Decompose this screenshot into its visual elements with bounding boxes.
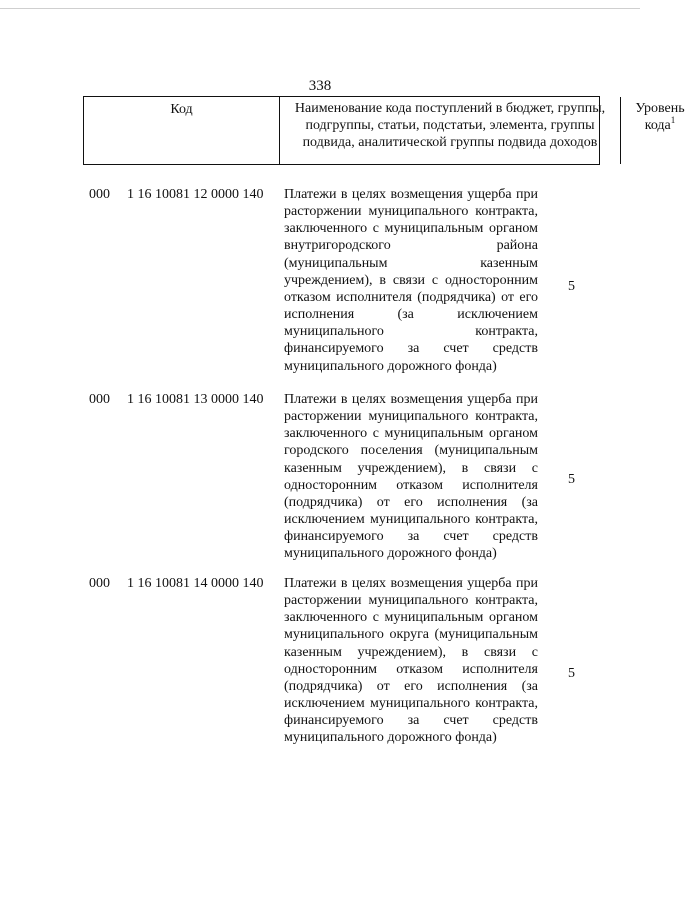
row-code: 1 16 10081 14 0000 140 xyxy=(127,576,264,591)
table-header xyxy=(83,96,685,165)
header-name: Наименование кода поступлений в бюджет, группы, подгруппы, статьи, подстатьи, элемента, группы подвида, аналитической группы подвида доходов xyxy=(279,97,621,164)
header-level-footnote: 1 xyxy=(670,115,676,125)
row-level: 5 xyxy=(568,472,575,487)
row-prefix: 000 xyxy=(89,576,110,591)
row-code: 1 16 10081 13 0000 140 xyxy=(127,392,264,407)
row-level: 5 xyxy=(568,666,575,681)
row-prefix: 000 xyxy=(89,392,110,407)
header-code: Код xyxy=(170,102,193,117)
row-description: Платежи в целях возмещения ущерба при расторжении муниципального контракта, заключенного с муниципальным органом внутригородского района (муниципальным казенным учреждением), в связи с односторонним отказом исполнителя (подрядчика) от его исполнения (за исключением муниципального контракта, финансируемого за счет средств муниципального дорожного фонда) xyxy=(284,187,538,374)
row-description: Платежи в целях возмещения ущерба при расторжении муниципального контракта, заключенного с муниципальным органом муниципального округа (муниципальным казенным учреждением), в связи с односторонним отказом исполнителя (подрядчика) от его исполнения (за исключением муниципального контракта, финансируемого за счет средств муниципального дорожного фонда) xyxy=(284,576,538,746)
header-level-label: Уровень кода xyxy=(635,101,685,133)
page-number: 338 xyxy=(308,78,332,94)
header-level xyxy=(621,97,699,164)
row-code: 1 16 10081 12 0000 140 xyxy=(127,187,264,202)
row-description: Платежи в целях возмещения ущерба при расторжении муниципального контракта, заключенного с муниципальным органом городского поселения (муниципальным казенным учреждением), в связи с односторонним отказом исполнителя (подрядчика) от его исполнения (за исключением муниципального контракта, финансируемого за счет средств муниципального дорожного фонда) xyxy=(284,392,538,562)
row-prefix: 000 xyxy=(89,187,110,202)
row-level: 5 xyxy=(568,279,575,294)
page-top-edge xyxy=(0,8,640,9)
